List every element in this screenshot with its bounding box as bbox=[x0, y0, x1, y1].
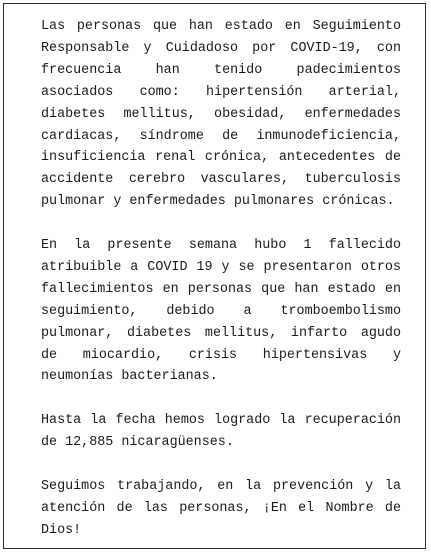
document-body bbox=[41, 16, 401, 542]
document-frame bbox=[3, 3, 426, 549]
paragraph-comorbidities: Las personas que han estado en Seguimiento Responsable y Cuidadoso por COVID-19, con frecuencia han tenido padecimientos asociados como: hipertensión arterial, diabetes mellitus, obesidad, enfermedades cardiacas, síndrome de inmunodeficiencia, insuficiencia renal crónica, antecedentes de accidente cerebro vasculares, tuberculosis pulmonar y enfermedades pulmonares crónicas. bbox=[41, 19, 401, 210]
paragraph-deaths: En la presente semana hubo 1 fallecido atribuible a COVID 19 y se presentaron otros fallecimientos en personas que han estado en seguimiento, debido a tromboembolismo pulmonar, diabetes mellitus, infarto agudo de miocardio, crisis hipertensivas y neumonías bacterianas. bbox=[41, 238, 401, 385]
paragraph-recoveries: Hasta la fecha hemos logrado la recuperación de 12,885 nicaragüenses. bbox=[41, 413, 401, 451]
paragraph-closing: Seguimos trabajando, en la prevención y la atención de las personas, ¡En el Nombre de Dios! bbox=[41, 478, 401, 538]
